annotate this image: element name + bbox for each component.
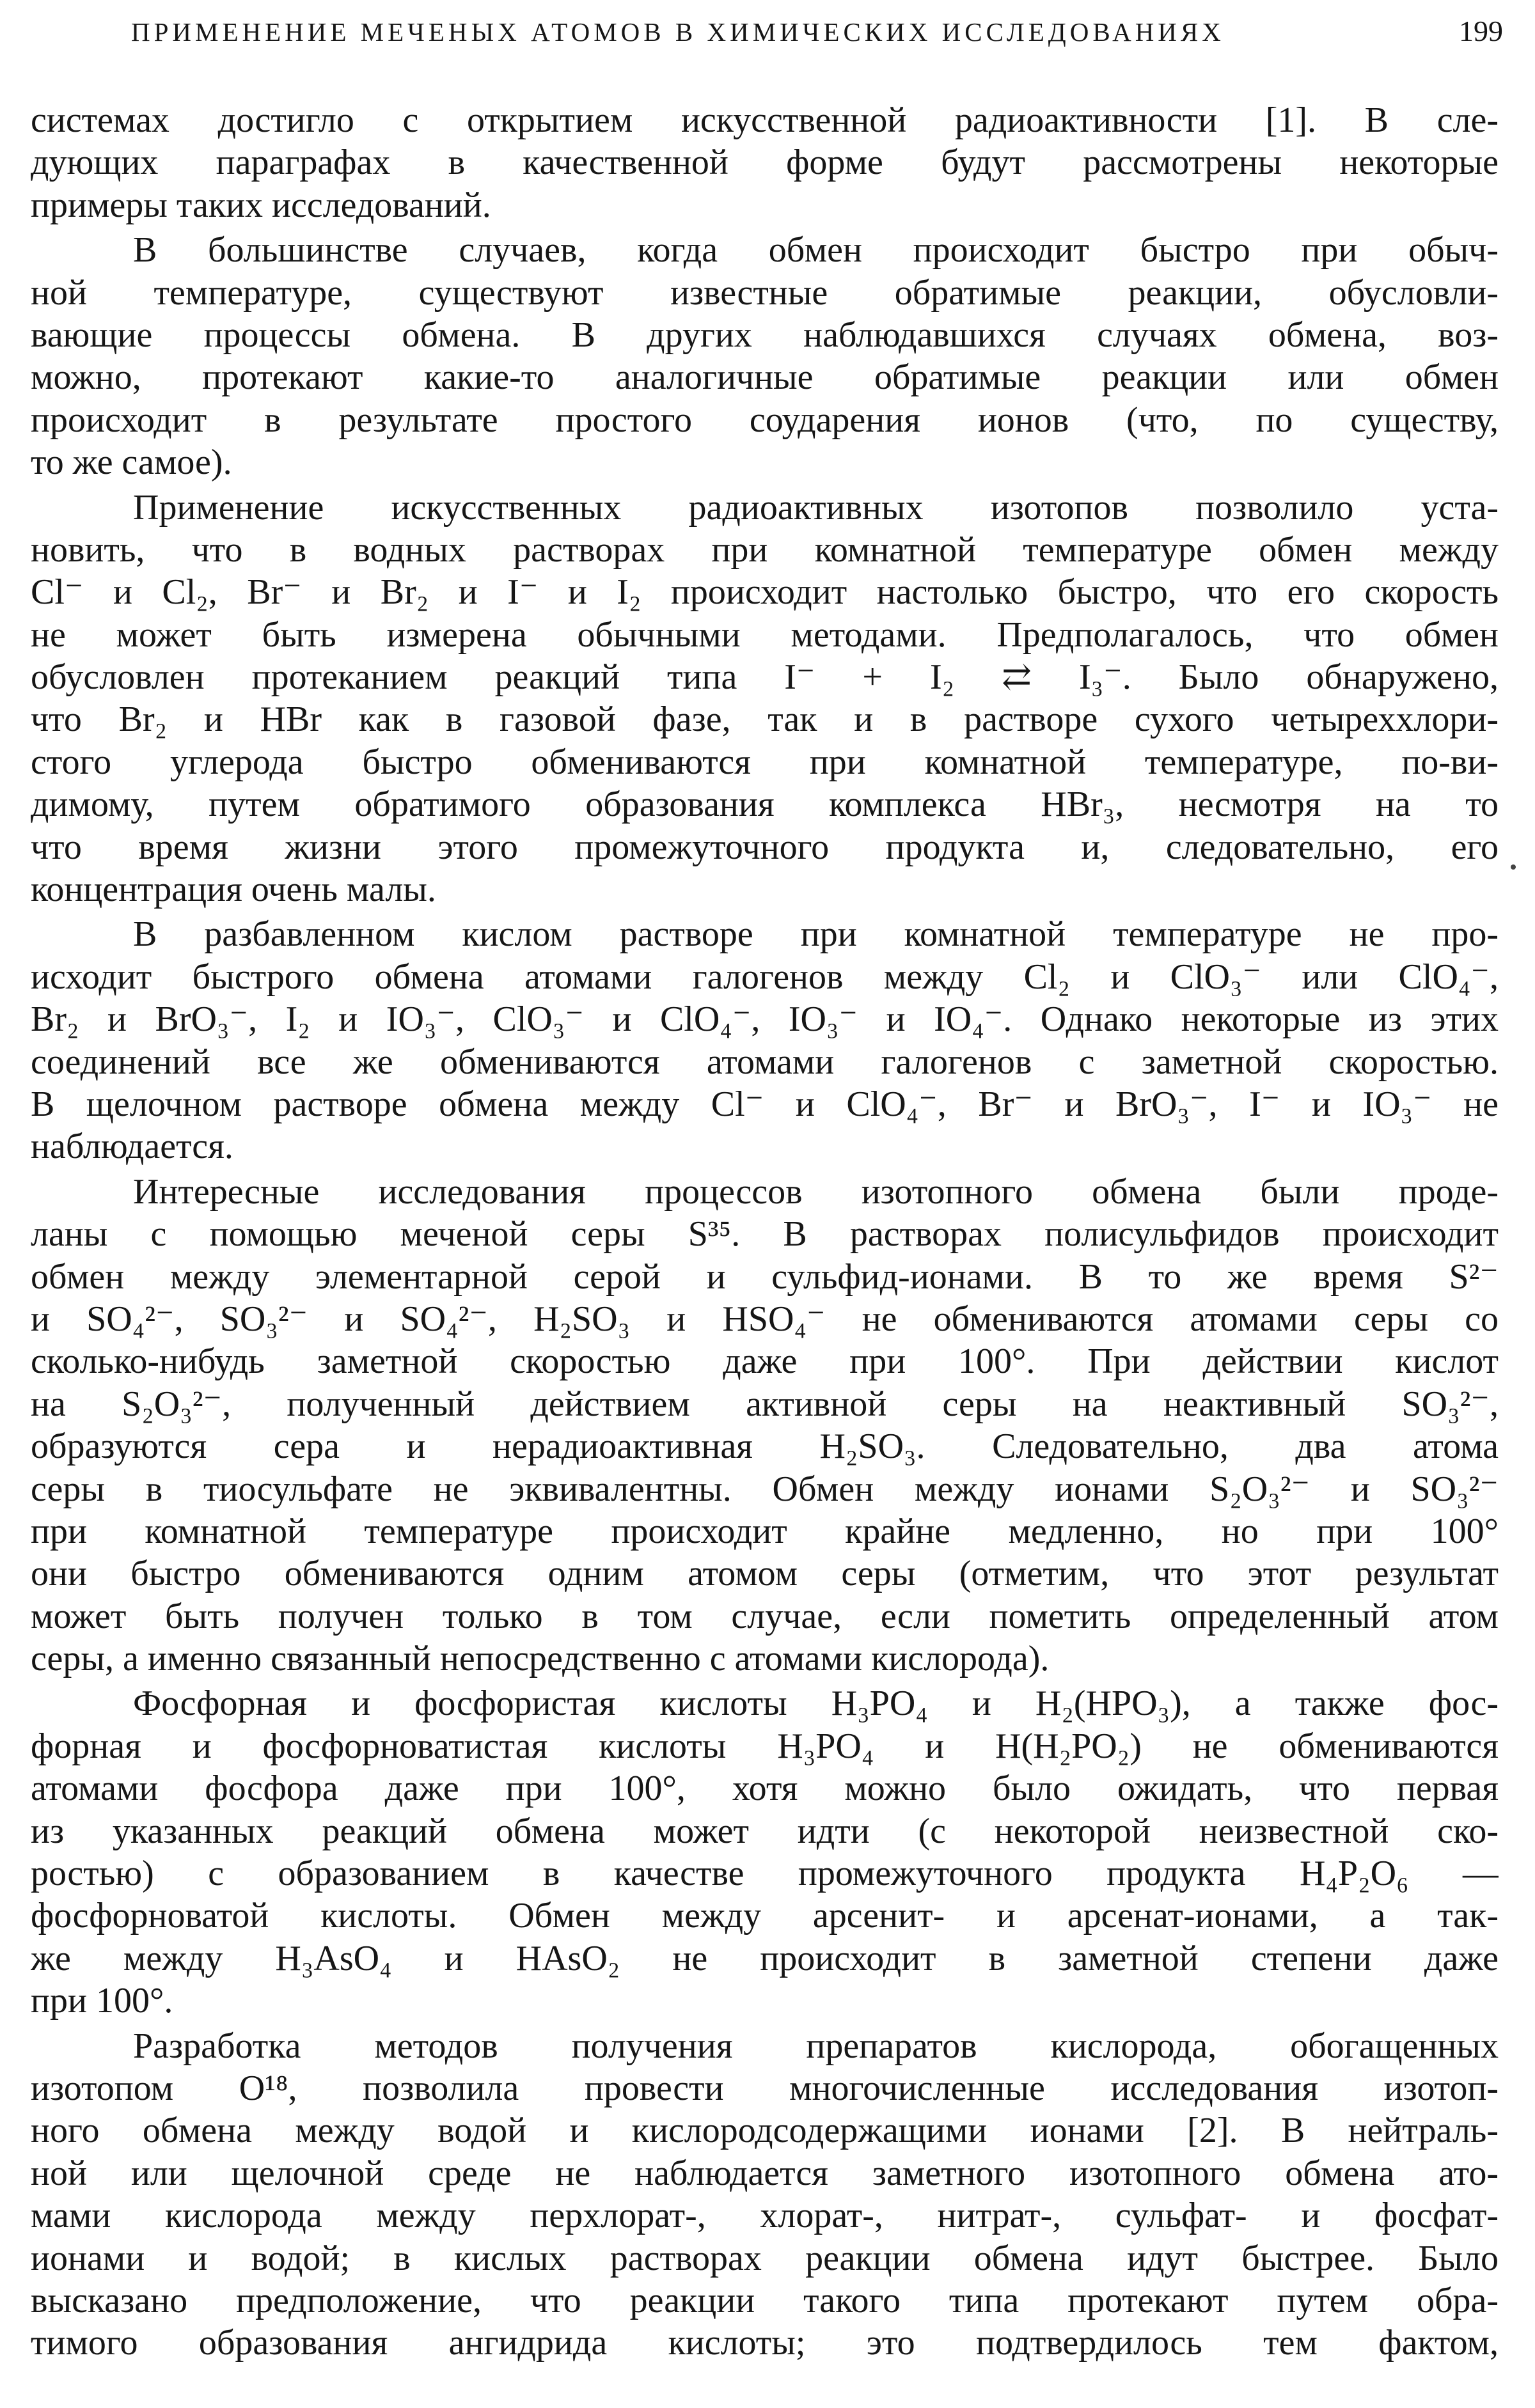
- text-line: происходит в результате простого соударения ионов (что, по существу,: [31, 400, 1499, 440]
- text-line: концентрация очень малы.: [31, 870, 436, 910]
- text-line: В щелочном растворе обмена между Cl⁻ и ClO₄⁻, Br⁻ и BrO₃⁻, I⁻ и IO₃⁻ не: [31, 1084, 1499, 1124]
- paragraph: [31, 229, 1499, 483]
- text-line: соединений все же обмениваются атомами галогенов с заметной скоростью.: [31, 1042, 1499, 1082]
- text-line: Фосфорная и фосфористая кислоты H₃PO₄ и H₂(HPO₃), а также фос-: [133, 1684, 1499, 1724]
- text-line: димому, путем обратимого образования комплекса HBr₃, несмотря на то: [31, 785, 1499, 825]
- paragraph: [31, 487, 1499, 911]
- text-line: мами кислорода между перхлорат-, хлорат-, нитрат-, сульфат- и фосфат-: [31, 2196, 1499, 2236]
- text-line: ной или щелочной среде не наблюдается заметного изотопного обмена ато-: [31, 2153, 1499, 2193]
- paragraph: [31, 99, 1499, 226]
- text-line: фосфорноватой кислоты. Обмен между арсенит- и арсенат-ионами, а так-: [31, 1896, 1499, 1936]
- text-line: Интересные исследования процессов изотопного обмена были проде-: [133, 1171, 1499, 1212]
- body-text: [31, 99, 1499, 2367]
- text-line: можно, протекают какие-то аналогичные обратимые реакции или обмен: [31, 357, 1499, 398]
- paragraph: [31, 2025, 1499, 2365]
- text-line: и SO₄²⁻, SO₃²⁻ и SO₄²⁻, H₂SO₃ и HSO₄⁻ не обмениваются атомами серы со: [31, 1299, 1499, 1339]
- text-line: В разбавленном кислом растворе при комнатной температуре не про-: [133, 914, 1499, 955]
- text-line: тимого образования ангидрида кислоты; это подтвердилось тем фактом,: [31, 2323, 1499, 2363]
- text-line: ной температуре, существуют известные обратимые реакции, обусловли-: [31, 272, 1499, 313]
- paragraph: [31, 1171, 1499, 1680]
- text-line: серы, а именно связанный непосредственно с атомами кислорода).: [31, 1639, 1050, 1679]
- text-line: наблюдается.: [31, 1127, 233, 1167]
- text-line: Cl⁻ и Cl₂, Br⁻ и Br₂ и I⁻ и I₂ происходит настолько быстро, что его скорость: [31, 572, 1499, 613]
- text-line: они быстро обмениваются одним атомом серы (отметим, что этот результат: [31, 1554, 1499, 1594]
- text-line: обмен между элементарной серой и сульфид-ионами. В то же время S²⁻: [31, 1256, 1499, 1297]
- text-line: новить, что в водных растворах при комнатной температуре обмен между: [31, 529, 1499, 570]
- text-line: В большинстве случаев, когда обмен происходит быстро при обыч-: [133, 230, 1499, 270]
- text-line: дующих параграфах в качественной форме будут рассмотрены некоторые: [31, 143, 1499, 183]
- text-line: сколько-нибудь заметной скоростью даже при 100°. При действии кислот: [31, 1341, 1499, 1382]
- running-title: ПРИМЕНЕНИЕ МЕЧЕНЫХ АТОМОВ В ХИМИЧЕСКИХ ИССЛЕДОВАНИЯХ: [131, 17, 1225, 47]
- text-line: изотопом O¹⁸, позволила провести многочисленные исследования изотоп-: [31, 2068, 1499, 2108]
- text-line: же между H₃AsO₄ и HAsO₂ не происходит в заметной степени даже: [31, 1938, 1499, 1978]
- text-line: высказано предположение, что реакции такого типа протекают путем обра-: [31, 2280, 1499, 2320]
- text-line: ростью) с образованием в качестве промежуточного продукта H₄P₂O₆ —: [31, 1854, 1499, 1894]
- text-line: стого углерода быстро обмениваются при комнатной температуре, по-ви-: [31, 742, 1499, 782]
- text-line: ного обмена между водой и кислородсодержащими ионами [2]. В нейтраль-: [31, 2111, 1499, 2151]
- text-line: из указанных реакций обмена может идти (с некоторой неизвестной ско-: [31, 1811, 1499, 1851]
- text-line: обусловлен протеканием реакций типа I⁻ + I₂ ⇄ I₃⁻. Было обнаружено,: [31, 657, 1499, 698]
- text-line: то же самое).: [31, 442, 232, 483]
- text-line: системах достигло с открытием искусственной радиоактивности [1]. В сле-: [31, 100, 1499, 140]
- text-line: не может быть измерена обычными методами. Предполагалось, что обмен: [31, 614, 1499, 655]
- text-line: серы в тиосульфате не эквивалентны. Обмен между ионами S₂O₃²⁻ и SO₃²⁻: [31, 1469, 1499, 1509]
- paragraph: [31, 1682, 1499, 2022]
- text-line: вающие процессы обмена. В других наблюдавшихся случаях обмена, воз-: [31, 315, 1499, 355]
- text-line: ланы с помощью меченой серы S³⁵. В растворах полисульфидов происходит: [31, 1214, 1499, 1255]
- text-line: что время жизни этого промежуточного продукта и, следовательно, его: [31, 827, 1499, 867]
- text-line: на S₂O₃²⁻, полученный действием активной серы на неактивный SO₃²⁻,: [31, 1384, 1499, 1424]
- text-line: что Br₂ и HBr как в газовой фазе, так и в растворе сухого четыреххлори-: [31, 700, 1499, 740]
- paragraph: [31, 913, 1499, 1168]
- text-line: при 100°.: [31, 1981, 173, 2021]
- text-line: Применение искусственных радиоактивных изотопов позволило уста-: [133, 487, 1499, 528]
- text-line: атомами фосфора даже при 100°, хотя можно было ожидать, что первая: [31, 1769, 1499, 1809]
- text-line: образуются сера и нерадиоактивная H₂SO₃. Следовательно, два атома: [31, 1427, 1499, 1467]
- text-line: форная и фосфорноватистая кислоты H₃PO₄ и H(H₂PO₂) не обмениваются: [31, 1726, 1499, 1766]
- text-line: при комнатной температуре происходит крайне медленно, но при 100°: [31, 1511, 1499, 1551]
- text-line: Разработка методов получения препаратов кислорода, обогащенных: [133, 2026, 1499, 2066]
- page-number: 199: [1459, 15, 1503, 47]
- text-line: примеры таких исследований.: [31, 185, 491, 225]
- text-line: ионами и водой; в кислых растворах реакции обмена идут быстрее. Было: [31, 2238, 1499, 2278]
- text-line: исходит быстрого обмена атомами галогенов между Cl₂ и ClO₃⁻ или ClO₄⁻,: [31, 957, 1499, 997]
- running-header: [131, 14, 1503, 52]
- margin-speck: [1511, 864, 1516, 870]
- text-line: Br₂ и BrO₃⁻, I₂ и IO₃⁻, ClO₃⁻ и ClO₄⁻, IO₃⁻ и IO₄⁻. Однако некоторые из этих: [31, 999, 1499, 1040]
- text-line: может быть получен только в том случае, если пометить определенный атом: [31, 1596, 1499, 1636]
